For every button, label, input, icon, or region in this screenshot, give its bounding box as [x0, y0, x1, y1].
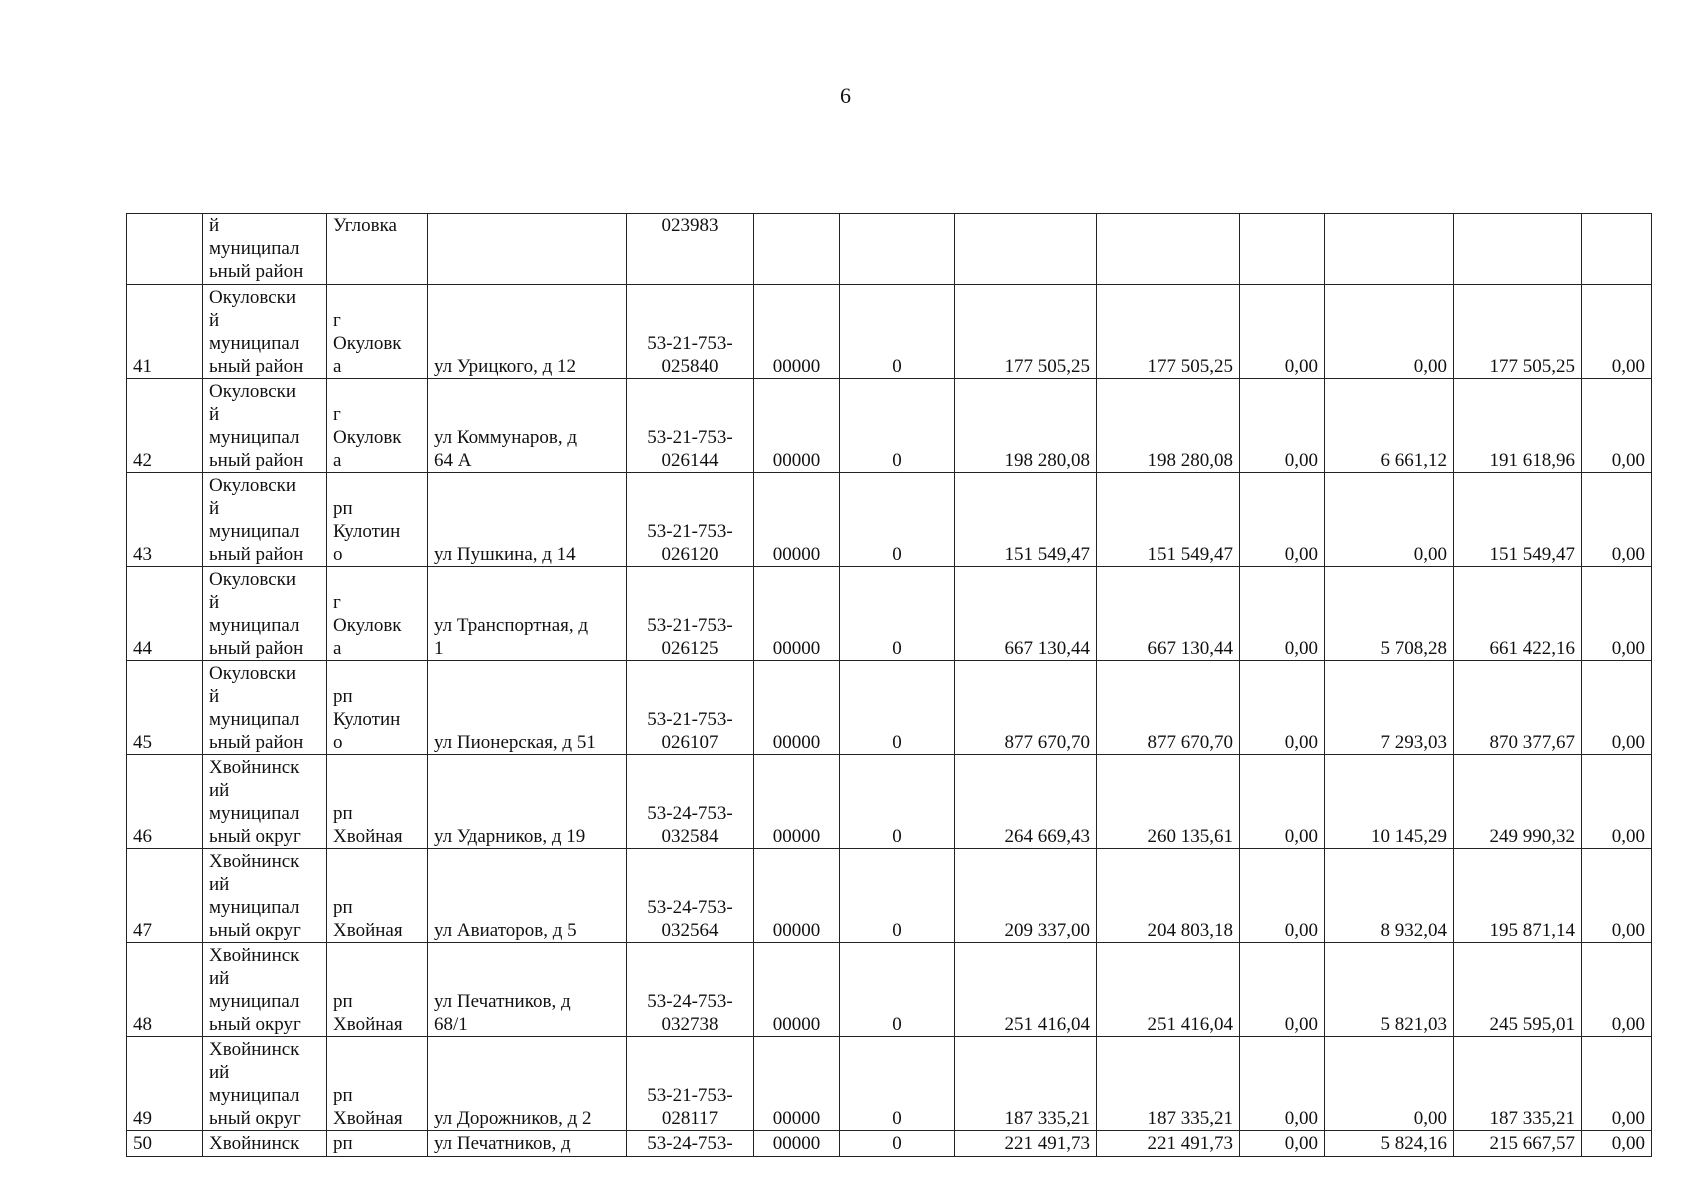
paid-cell: 251 416,04: [1097, 943, 1240, 1037]
rest-cell: 0,00: [1582, 567, 1652, 661]
code-cell: 00000: [754, 1037, 840, 1131]
net-cell: 215 667,57: [1454, 1131, 1582, 1157]
municipality-cell: Окуловски й муниципал ьный район: [203, 379, 327, 473]
total-cell: 198 280,08: [955, 379, 1097, 473]
rest-cell: 0,00: [1582, 755, 1652, 849]
municipality-cell: Окуловски й муниципал ьный район: [203, 567, 327, 661]
row-number-cell: 47: [127, 849, 203, 943]
net-cell: 249 990,32: [1454, 755, 1582, 849]
flag-cell: 0: [840, 943, 955, 1037]
code-cell: 00000: [754, 755, 840, 849]
table-row: [127, 285, 1652, 379]
settlement-cell: г Окуловк а: [327, 379, 428, 473]
code-cell: 00000: [754, 473, 840, 567]
paid-cell: 204 803,18: [1097, 849, 1240, 943]
debt-cell: 0,00: [1240, 379, 1325, 473]
street-cell: ул Дорожников, д 2: [428, 1037, 627, 1131]
row-number-cell: 43: [127, 473, 203, 567]
total-cell: 177 505,25: [955, 285, 1097, 379]
debt-cell: 0,00: [1240, 473, 1325, 567]
settlement-cell: г Окуловк а: [327, 285, 428, 379]
penalty-cell: 0,00: [1325, 285, 1454, 379]
table-row: [127, 379, 1652, 473]
page-number: 6: [840, 83, 851, 108]
okato-cell: 53-24-753-: [627, 1131, 754, 1157]
table-row: [127, 1037, 1652, 1131]
net-cell: 661 422,16: [1454, 567, 1582, 661]
okato-cell: 53-24-753- 032738: [627, 943, 754, 1037]
street-cell: ул Авиаторов, д 5: [428, 849, 627, 943]
settlement-cell: рп Хвойная: [327, 1037, 428, 1131]
municipality-cell: Окуловски й муниципал ьный район: [203, 285, 327, 379]
paid-cell: 221 491,73: [1097, 1131, 1240, 1157]
code-cell: 00000: [754, 943, 840, 1037]
table-row: [127, 943, 1652, 1037]
table-row: [127, 661, 1652, 755]
okato-cell: 53-21-753- 026125: [627, 567, 754, 661]
total-cell: 187 335,21: [955, 1037, 1097, 1131]
settlement-cell: рп Хвойная: [327, 755, 428, 849]
total-cell: 251 416,04: [955, 943, 1097, 1037]
flag-cell: [840, 214, 955, 285]
table-row: [127, 567, 1652, 661]
paid-cell: 198 280,08: [1097, 379, 1240, 473]
code-cell: 00000: [754, 661, 840, 755]
rest-cell: 0,00: [1582, 473, 1652, 567]
okato-cell: 53-24-753- 032584: [627, 755, 754, 849]
flag-cell: 0: [840, 755, 955, 849]
flag-cell: 0: [840, 661, 955, 755]
settlement-cell: рп Хвойная: [327, 943, 428, 1037]
street-cell: ул Урицкого, д 12: [428, 285, 627, 379]
debt-cell: 0,00: [1240, 943, 1325, 1037]
paid-cell: 177 505,25: [1097, 285, 1240, 379]
rest-cell: 0,00: [1582, 1131, 1652, 1157]
penalty-cell: 5 824,16: [1325, 1131, 1454, 1157]
debt-cell: 0,00: [1240, 285, 1325, 379]
flag-cell: 0: [840, 849, 955, 943]
rest-cell: 0,00: [1582, 943, 1652, 1037]
penalty-cell: 5 708,28: [1325, 567, 1454, 661]
settlement-cell: г Окуловк а: [327, 567, 428, 661]
paid-cell: 187 335,21: [1097, 1037, 1240, 1131]
total-cell: 209 337,00: [955, 849, 1097, 943]
debt-cell: [1240, 214, 1325, 285]
street-cell: ул Пионерская, д 51: [428, 661, 627, 755]
settlement-cell: рп: [327, 1131, 428, 1157]
row-number-cell: 45: [127, 661, 203, 755]
okato-cell: 53-24-753- 032564: [627, 849, 754, 943]
penalty-cell: 6 661,12: [1325, 379, 1454, 473]
paid-cell: 877 670,70: [1097, 661, 1240, 755]
street-cell: ул Пушкина, д 14: [428, 473, 627, 567]
rest-cell: 0,00: [1582, 1037, 1652, 1131]
net-cell: [1454, 214, 1582, 285]
flag-cell: 0: [840, 567, 955, 661]
code-cell: [754, 214, 840, 285]
row-number-cell: 46: [127, 755, 203, 849]
table-row: [127, 214, 1652, 285]
row-number-cell: 50: [127, 1131, 203, 1157]
debt-cell: 0,00: [1240, 755, 1325, 849]
rest-cell: [1582, 214, 1652, 285]
paid-cell: [1097, 214, 1240, 285]
settlement-cell: рп Кулотин о: [327, 661, 428, 755]
penalty-cell: 0,00: [1325, 473, 1454, 567]
settlement-cell: рп Хвойная: [327, 849, 428, 943]
debt-cell: 0,00: [1240, 1131, 1325, 1157]
net-cell: 870 377,67: [1454, 661, 1582, 755]
net-cell: 177 505,25: [1454, 285, 1582, 379]
penalty-cell: [1325, 214, 1454, 285]
municipality-cell: Хвойнинск ий муниципал ьный округ: [203, 755, 327, 849]
municipality-cell: Хвойнинск ий муниципал ьный округ: [203, 943, 327, 1037]
net-cell: 195 871,14: [1454, 849, 1582, 943]
penalty-cell: 7 293,03: [1325, 661, 1454, 755]
flag-cell: 0: [840, 285, 955, 379]
paid-cell: 260 135,61: [1097, 755, 1240, 849]
net-cell: 187 335,21: [1454, 1037, 1582, 1131]
table-body: [127, 214, 1652, 1157]
total-cell: 667 130,44: [955, 567, 1097, 661]
net-cell: 245 595,01: [1454, 943, 1582, 1037]
total-cell: 264 669,43: [955, 755, 1097, 849]
penalty-cell: 8 932,04: [1325, 849, 1454, 943]
rest-cell: 0,00: [1582, 849, 1652, 943]
total-cell: [955, 214, 1097, 285]
total-cell: 877 670,70: [955, 661, 1097, 755]
okato-cell: 023983: [627, 214, 754, 285]
penalty-cell: 5 821,03: [1325, 943, 1454, 1037]
street-cell: [428, 214, 627, 285]
penalty-cell: 0,00: [1325, 1037, 1454, 1131]
row-number-cell: 42: [127, 379, 203, 473]
municipality-cell: Хвойнинск: [203, 1131, 327, 1157]
street-cell: ул Ударников, д 19: [428, 755, 627, 849]
table-row: [127, 1131, 1652, 1157]
flag-cell: 0: [840, 379, 955, 473]
row-number-cell: 48: [127, 943, 203, 1037]
street-cell: ул Печатников, д 68/1: [428, 943, 627, 1037]
rest-cell: 0,00: [1582, 379, 1652, 473]
debt-cell: 0,00: [1240, 661, 1325, 755]
okato-cell: 53-21-753- 028117: [627, 1037, 754, 1131]
row-number-cell: 44: [127, 567, 203, 661]
okato-cell: 53-21-753- 026120: [627, 473, 754, 567]
penalty-cell: 10 145,29: [1325, 755, 1454, 849]
total-cell: 221 491,73: [955, 1131, 1097, 1157]
settlement-cell: Угловка: [327, 214, 428, 285]
net-cell: 191 618,96: [1454, 379, 1582, 473]
row-number-cell: [127, 214, 203, 285]
paid-cell: 667 130,44: [1097, 567, 1240, 661]
okato-cell: 53-21-753- 026107: [627, 661, 754, 755]
debt-cell: 0,00: [1240, 1037, 1325, 1131]
settlement-cell: рп Кулотин о: [327, 473, 428, 567]
total-cell: 151 549,47: [955, 473, 1097, 567]
municipality-cell: Окуловски й муниципал ьный район: [203, 473, 327, 567]
street-cell: ул Транспортная, д 1: [428, 567, 627, 661]
net-cell: 151 549,47: [1454, 473, 1582, 567]
table-row: [127, 473, 1652, 567]
row-number-cell: 49: [127, 1037, 203, 1131]
street-cell: ул Печатников, д: [428, 1131, 627, 1157]
street-cell: ул Коммунаров, д 64 А: [428, 379, 627, 473]
flag-cell: 0: [840, 1037, 955, 1131]
debt-cell: 0,00: [1240, 567, 1325, 661]
municipality-cell: Хвойнинск ий муниципал ьный округ: [203, 849, 327, 943]
municipality-cell: Окуловски й муниципал ьный район: [203, 661, 327, 755]
okato-cell: 53-21-753- 025840: [627, 285, 754, 379]
register-table: [126, 213, 1652, 1157]
flag-cell: 0: [840, 473, 955, 567]
table-row: [127, 755, 1652, 849]
municipality-cell: й муниципал ьный район: [203, 214, 327, 285]
code-cell: 00000: [754, 567, 840, 661]
table-row: [127, 849, 1652, 943]
code-cell: 00000: [754, 285, 840, 379]
code-cell: 00000: [754, 379, 840, 473]
debt-cell: 0,00: [1240, 849, 1325, 943]
municipality-cell: Хвойнинск ий муниципал ьный округ: [203, 1037, 327, 1131]
rest-cell: 0,00: [1582, 661, 1652, 755]
paid-cell: 151 549,47: [1097, 473, 1240, 567]
code-cell: 00000: [754, 1131, 840, 1157]
okato-cell: 53-21-753- 026144: [627, 379, 754, 473]
code-cell: 00000: [754, 849, 840, 943]
rest-cell: 0,00: [1582, 285, 1652, 379]
flag-cell: 0: [840, 1131, 955, 1157]
row-number-cell: 41: [127, 285, 203, 379]
